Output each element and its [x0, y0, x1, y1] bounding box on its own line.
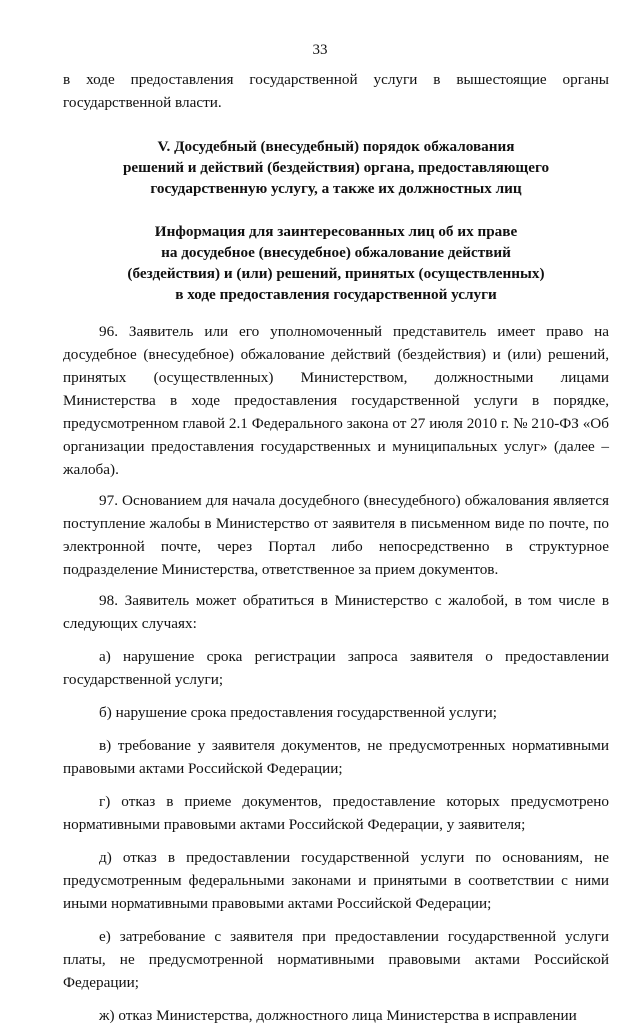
intro-paragraph: в ходе предоставления государственной услуги в вышестоящие органы государственной власти. [63, 71, 609, 111]
list-item-b: б) нарушение срока предоставления государственной услуги; [99, 704, 497, 721]
list-item-v: в) требование у заявителя документов, не предусмотренных нормативными правовыми актами Российской Федерации; [63, 737, 609, 777]
list-item-e: е) затребование с заявителя при предоставлении государственной услуги платы, не предусмотренной нормативными правовыми актами Российской Федерации; [63, 928, 609, 991]
section-heading-line: решений и действий (бездействия) органа, предоставляющего [122, 159, 550, 176]
sub-heading-line: (бездействия) и (или) решений, принятых (осуществленных) [127, 265, 545, 282]
list-item-d: д) отказ в предоставлении государственной услуги по основаниям, не предусмотренным федеральными законами и принятыми в соответствии с ними иными нормативными правовыми актами Российской Федерации; [63, 849, 609, 912]
section-heading [63, 136, 609, 199]
sub-heading-line: на досудебное (внесудебное) обжалование действий [161, 244, 511, 261]
page-number: 33 [312, 42, 328, 58]
sub-heading-line: Информация для заинтересованных лиц об их праве [154, 223, 518, 240]
section-heading-line: государственную услугу, а также их должностных лиц [150, 180, 522, 197]
sub-heading-line: в ходе предоставления государственной услуги [175, 286, 497, 303]
sub-heading [63, 221, 609, 305]
paragraph-96: 96. Заявитель или его уполномоченный представитель имеет право на досудебное (внесудебное) обжалование действий (бездействия) и (или) решений, принятых (осуществленных) Министерством, должностными лицами Министерства в ходе предоставления государственной услуги в порядке, предусмотренном главой 2.1 Федерального закона от 27 июля 2010 г. № 210-ФЗ «Об организации предоставления государственных и муниципальных услуг» (далее – жалоба). [63, 323, 609, 478]
list-item-g: г) отказ в приеме документов, предоставление которых предусмотрено нормативными правовыми актами Российской Федерации, у заявителя; [63, 793, 609, 833]
paragraph-98: 98. Заявитель может обратиться в Министерство с жалобой, в том числе в следующих случаях: [63, 592, 609, 632]
paragraph-97: 97. Основанием для начала досудебного (внесудебного) обжалования является поступление жалобы в Министерство от заявителя в письменном виде по почте, по электронной почте, через Портал либо непосредственно в структурное подразделение Министерства, ответственное за прием документов. [63, 492, 609, 578]
document-body [63, 68, 609, 1027]
list-item-a: а) нарушение срока регистрации запроса заявителя о предоставлении государственной услуги; [63, 648, 609, 688]
section-heading-line: V. Досудебный (внесудебный) порядок обжалования [157, 138, 515, 155]
list-item-zh: ж) отказ Министерства, должностного лица Министерства в исправлении [99, 1007, 577, 1024]
